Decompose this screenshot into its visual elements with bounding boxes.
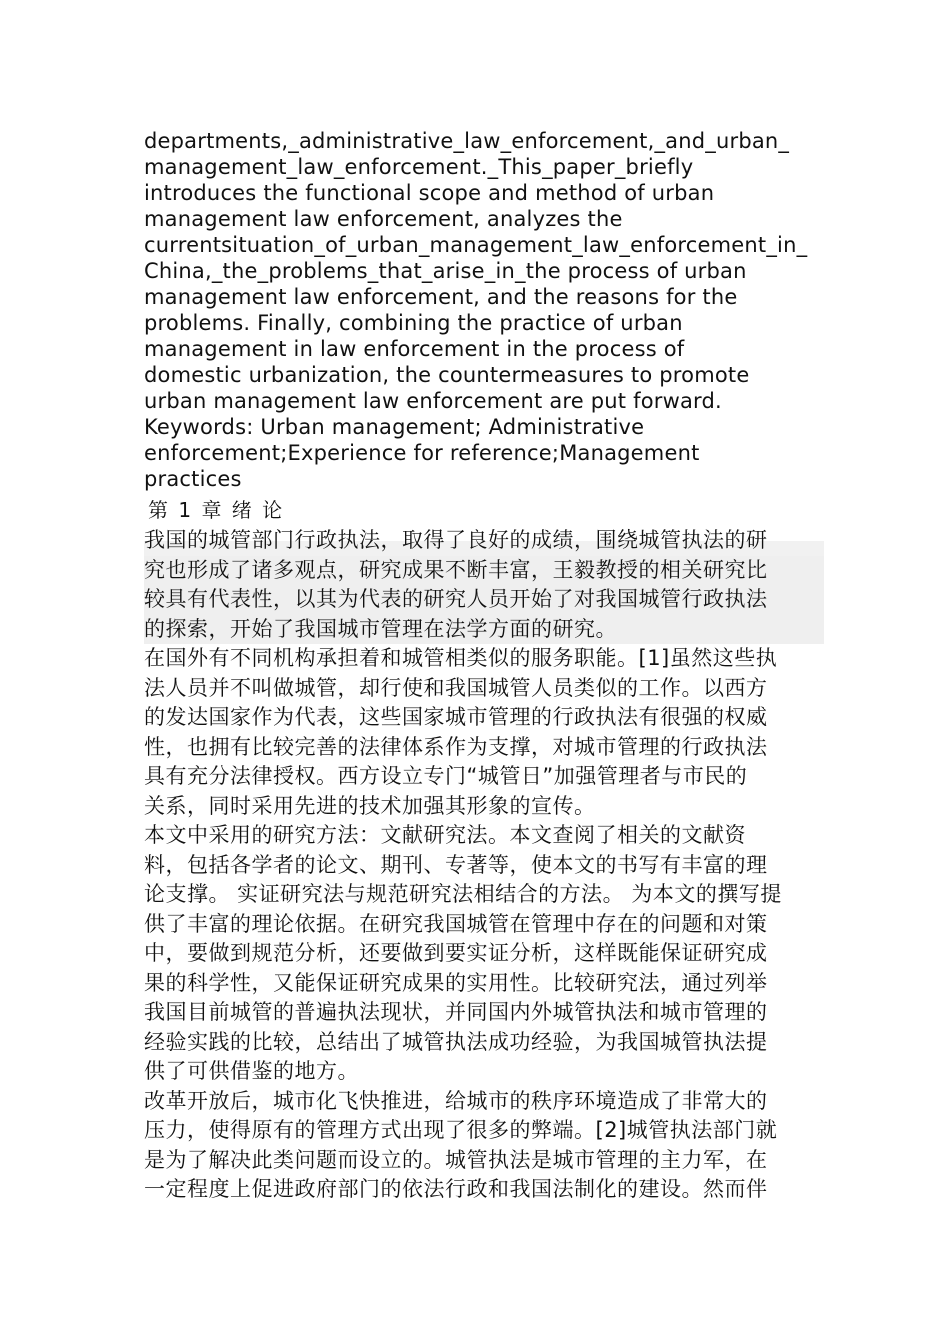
keywords-line: enforcement;Experience for reference;Management bbox=[144, 441, 700, 465]
paragraph-line: 本文中采用的研究方法：文献研究法。本文查阅了相关的文献资 bbox=[144, 823, 746, 847]
paragraph-line: 一定程度上促进政府部门的依法行政和我国法制化的建设。然而伴 bbox=[144, 1177, 768, 1201]
paragraph-4 bbox=[144, 1087, 824, 1205]
abstract-line: currentsituation_of_urban_management_law_enforcement_in_ bbox=[144, 233, 808, 257]
chapter-heading: 第 1 章 绪 论 bbox=[148, 498, 285, 522]
abstract-line: domestic urbanization, the countermeasures to promote bbox=[144, 363, 750, 387]
paragraph-line: 是为了解决此类问题而设立的。城管执法是城市管理的主力军，在 bbox=[144, 1147, 768, 1172]
abstract-line: introduces the functional scope and method of urban bbox=[144, 181, 715, 205]
keywords-line: practices bbox=[144, 467, 242, 491]
paragraph-line: 料，包括各学者的论文、期刊、专著等，使本文的书写有丰富的理 bbox=[144, 852, 768, 877]
paragraph-line: 我国的城管部门行政执法，取得了良好的成绩，围绕城管执法的研 bbox=[144, 526, 824, 556]
paragraph-line: 究也形成了诸多观点，研究成果不断丰富，王毅教授的相关研究比 bbox=[144, 556, 824, 586]
abstract-line: management in law enforcement in the process of bbox=[144, 337, 685, 361]
paragraph-line: 在国外有不同机构承担着和城管相类似的服务职能。[1]虽然这些执 bbox=[144, 646, 778, 670]
paragraph-line: 供了丰富的理论依据。在研究我国城管在管理中存在的问题和对策 bbox=[144, 911, 768, 936]
abstract-line: management law enforcement, analyzes the bbox=[144, 207, 623, 231]
document-body bbox=[144, 128, 824, 1205]
paragraph-line: 经验实践的比较，总结出了城管执法成功经验，为我国城管执法提 bbox=[144, 1029, 768, 1054]
paragraph-line: 的探索，开始了我国城市管理在法学方面的研究。 bbox=[144, 615, 824, 645]
paragraph-line: 具有充分法律授权。西方设立专门“城管日”加强管理者与市民的 bbox=[144, 764, 748, 788]
paragraph-line: 的发达国家作为代表，这些国家城市管理的行政执法有很强的权威 bbox=[144, 705, 768, 729]
abstract-line: management_law_enforcement._This_paper_briefly bbox=[144, 155, 694, 179]
paragraph-2 bbox=[144, 644, 824, 821]
paragraph-line: 论支撑。 实证研究法与规范研究法相结合的方法。 为本文的撰写提 bbox=[144, 882, 782, 906]
abstract-line: problems. Finally, combining the practice of urban bbox=[144, 311, 683, 335]
paragraph-line: 压力，使得原有的管理方式出现了很多的弊端。[2]城管执法部门就 bbox=[144, 1118, 778, 1142]
paragraph-line: 改革开放后，城市化飞快推进，给城市的秩序环境造成了非常大的 bbox=[144, 1088, 768, 1113]
english-abstract bbox=[144, 128, 824, 414]
paragraph-line: 关系，同时采用先进的技术加强其形象的宣传。 bbox=[144, 793, 596, 818]
paragraph-line: 较具有代表性，以其为代表的研究人员开始了对我国城管行政执法 bbox=[144, 585, 824, 615]
paragraph-line: 中，要做到规范分析，还要做到要实证分析，这样既能保证研究成 bbox=[144, 941, 768, 965]
keywords bbox=[144, 414, 824, 492]
abstract-line: China,_the_problems_that_arise_in_the process of urban bbox=[144, 259, 747, 283]
paragraph-line: 我国目前城管的普遍执法现状，并同国内外城管执法和城市管理的 bbox=[144, 1000, 768, 1024]
paragraph-line: 性，也拥有比较完善的法律体系作为支撑，对城市管理的行政执法 bbox=[144, 734, 768, 759]
paragraph-3 bbox=[144, 821, 824, 1087]
keywords-line: Keywords: Urban management; Administrative bbox=[144, 415, 645, 439]
abstract-line: urban management law enforcement are put forward. bbox=[144, 389, 722, 413]
paragraph-line: 供了可供借鉴的地方。 bbox=[144, 1059, 359, 1083]
paragraph-line: 果的科学性，又能保证研究成果的实用性。比较研究法，通过列举 bbox=[144, 970, 768, 995]
paragraph-1 bbox=[144, 526, 824, 644]
paragraph-line: 法人员并不叫做城管，却行使和我国城管人员类似的工作。以西方 bbox=[144, 675, 768, 700]
abstract-line: management law enforcement, and the reasons for the bbox=[144, 285, 738, 309]
abstract-line: departments,_administrative_law_enforcement,_and_urban_ bbox=[144, 129, 790, 153]
